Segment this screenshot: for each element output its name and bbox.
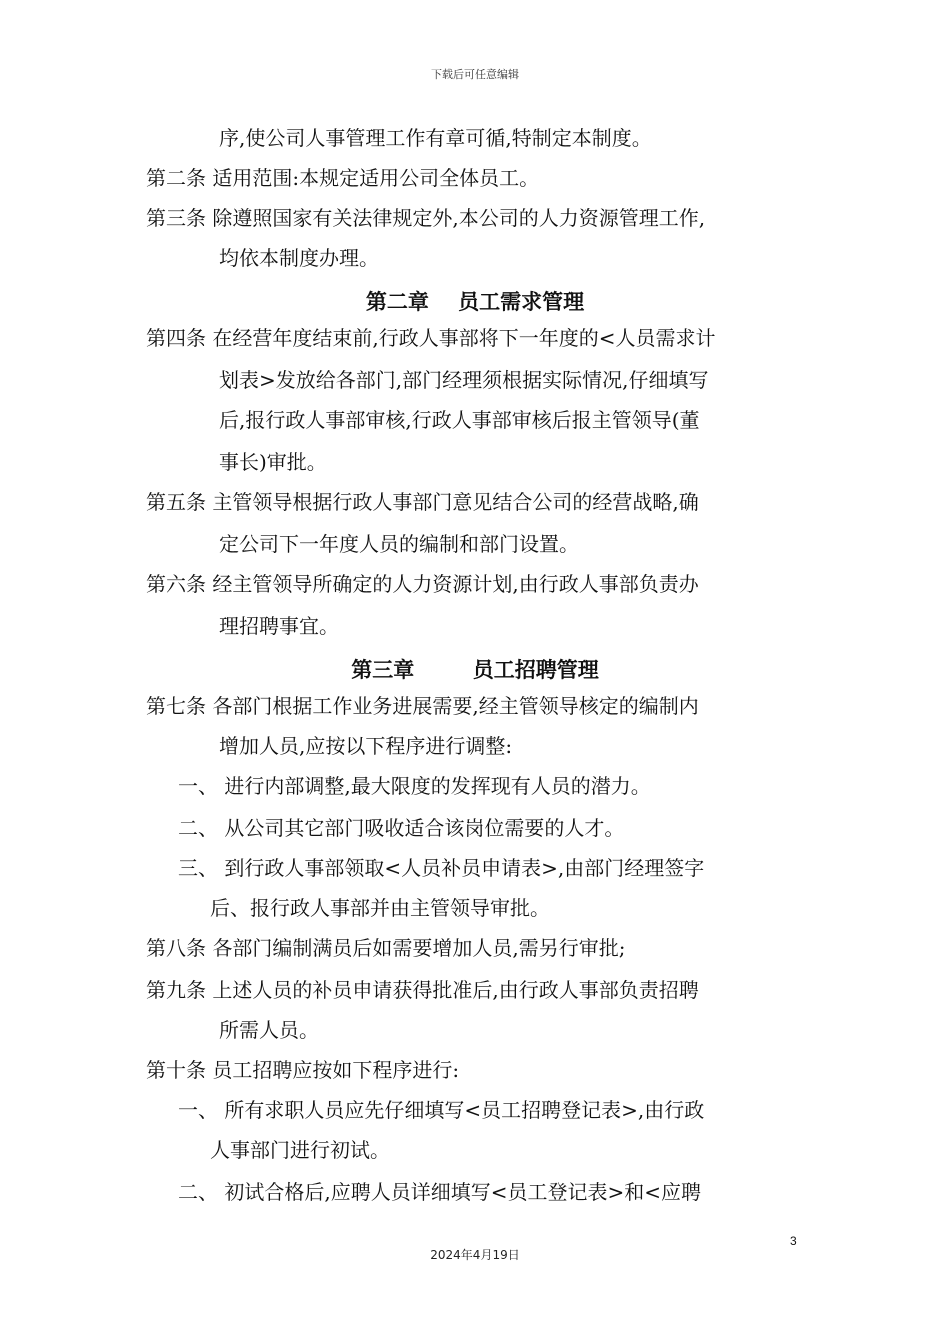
page-number: 3 (790, 1234, 797, 1248)
body-line: 划表>发放给各部门,部门经理须根据实际情况,仔细填写 (219, 368, 709, 392)
list-item: 二、 从公司其它部门吸收适合该岗位需要的人才。 (178, 816, 625, 840)
list-item: 三、 到行政人事部领取<人员补员申请表>,由部门经理签字 (178, 856, 705, 880)
body-line: 后、报行政人事部并由主管领导审批。 (210, 896, 550, 920)
article-8: 第八条 各部门编制满员后如需要增加人员,需另行审批; (146, 936, 626, 960)
article-5: 第五条 主管领导根据行政人事部门意见结合公司的经营战略,确 (146, 490, 699, 514)
article-6: 第六条 经主管领导所确定的人力资源计划,由行政人事部负责办 (146, 572, 699, 596)
article-3: 第三条 除遵照国家有关法律规定外,本公司的人力资源管理工作, (146, 206, 706, 230)
body-line: 定公司下一年度人员的编制和部门设置。 (219, 532, 579, 556)
article-9: 第九条 上述人员的补员申请获得批准后,由行政人事部负责招聘 (146, 978, 699, 1002)
chapter-2-heading: 第二章 员工需求管理 (365, 290, 585, 314)
body-line: 增加人员,应按以下程序进行调整: (219, 734, 513, 758)
body-line: 事长)审批。 (219, 450, 327, 474)
body-line: 后,报行政人事部审核,行政人事部审核后报主管领导(董 (219, 408, 700, 432)
page-header: 下载后可任意编辑 (431, 68, 519, 81)
chapter-3-heading: 第三章 员工招聘管理 (351, 658, 599, 682)
article-4: 第四条 在经营年度结束前,行政人事部将下一年度的<人员需求计 (146, 326, 716, 350)
article-10: 第十条 员工招聘应按如下程序进行: (146, 1058, 460, 1082)
body-line: 均依本制度办理。 (219, 246, 379, 270)
body-line: 理招聘事宜。 (219, 614, 339, 638)
footer-date: 2024年4月19日 (430, 1248, 520, 1262)
article-7: 第七条 各部门根据工作业务进展需要,经主管领导核定的编制内 (146, 694, 699, 718)
body-line: 人事部门进行初试。 (210, 1138, 390, 1162)
body-line: 序,使公司人事管理工作有章可循,特制定本制度。 (219, 126, 652, 150)
list-item: 一、 进行内部调整,最大限度的发挥现有人员的潜力。 (178, 774, 651, 798)
article-2: 第二条 适用范围:本规定适用公司全体员工。 (146, 166, 540, 190)
body-line: 所需人员。 (219, 1018, 319, 1042)
list-item: 一、 所有求职人员应先仔细填写<员工招聘登记表>,由行政 (178, 1098, 705, 1122)
list-item: 二、 初试合格后,应聘人员详细填写<员工登记表>和<应聘 (178, 1180, 701, 1204)
